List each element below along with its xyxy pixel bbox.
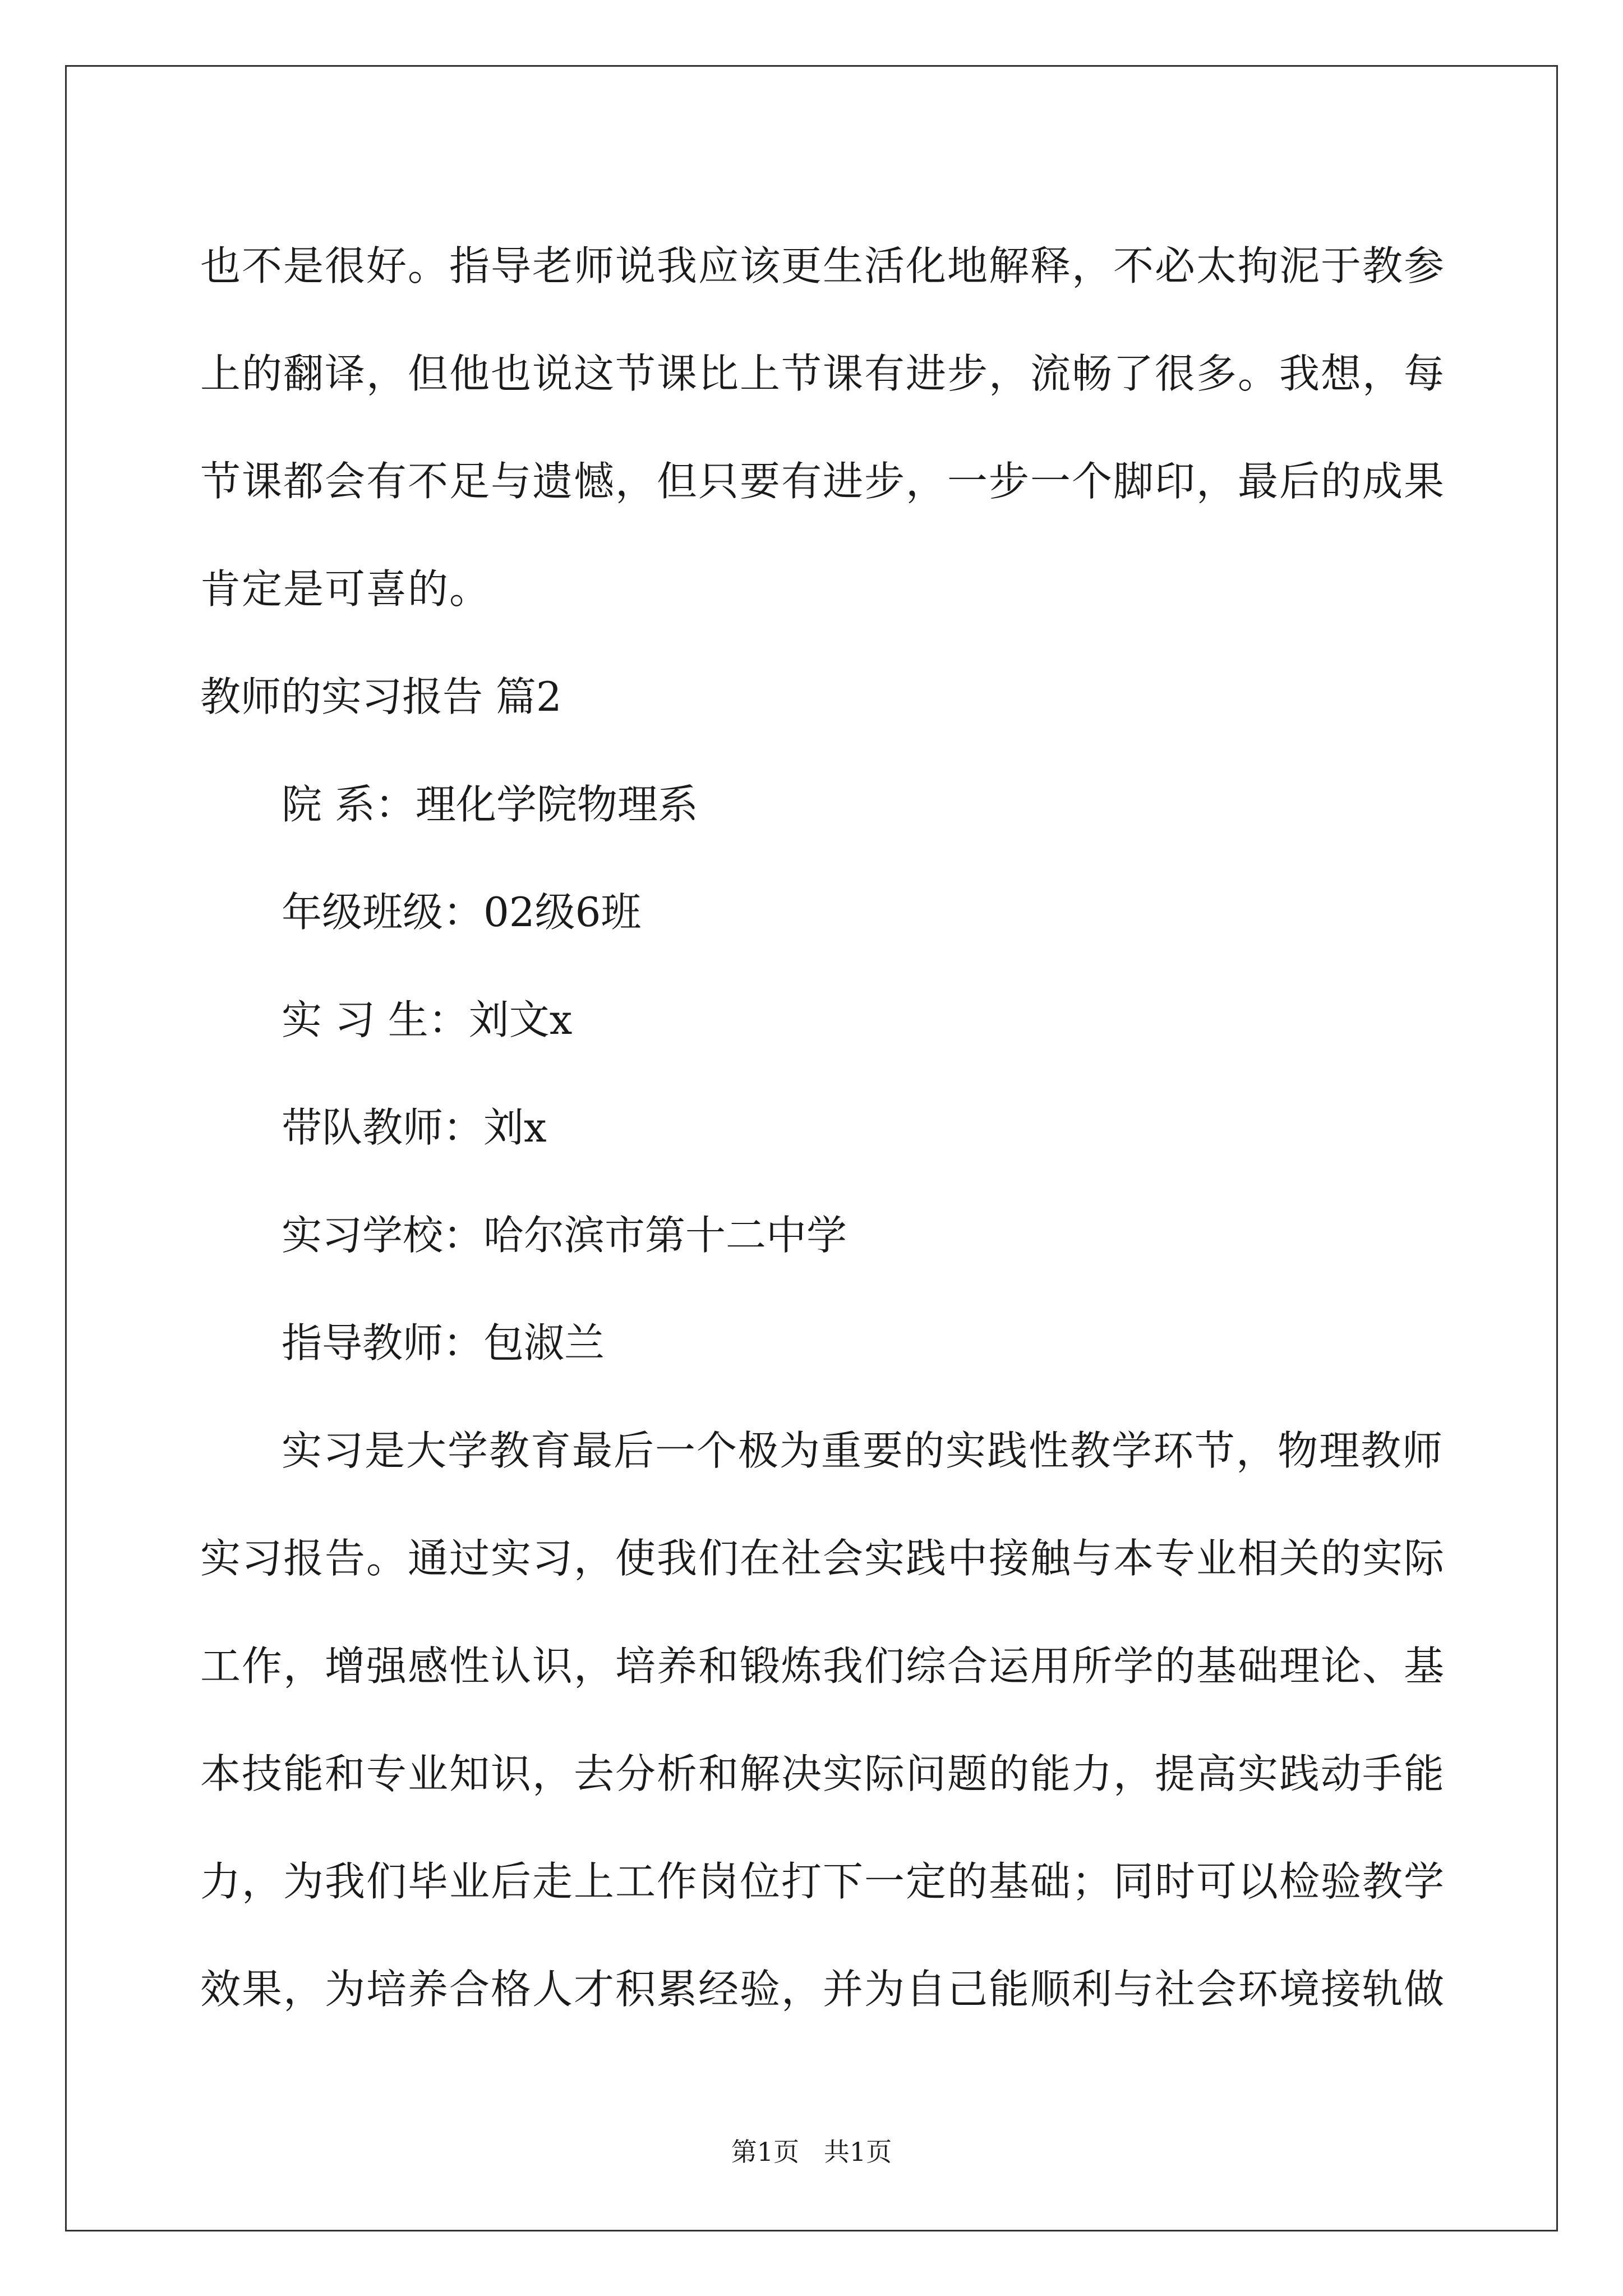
text-line: 力，为我们毕业后走上工作岗位打下一定的基础；同时可以检验教学 [200,1858,1446,1905]
page-footer: 第1页 共1页 [731,2137,892,2167]
paragraph-internship-intro [200,1397,1446,2043]
info-student: 实 习 生：刘文x [282,996,573,1043]
text-line: 也不是很好。指导老师说我应该更生活化地解释，不必太拘泥于教参 [200,242,1446,289]
info-school: 实习学校：哈尔滨市第十二中学 [282,1212,847,1259]
text-line: 效果，为培养合格人才积累经验，并为自己能顺利与社会环境接轨做 [200,1966,1446,2013]
text-line: 节课都会有不足与遗憾，但只要有进步，一步一个脚印，最后的成果 [200,458,1446,505]
text-line: 工作，增强感性认识，培养和锻炼我们综合运用所学的基础理论、基 [200,1642,1446,1690]
info-class: 年级班级：02级6班 [282,889,642,936]
text-line: 实习报告。通过实习，使我们在社会实践中接触与本专业相关的实际 [200,1535,1446,1582]
text-line: 肯定是可喜的。 [200,565,491,613]
text-line: 本技能和专业知识，去分析和解决实际问题的能力，提高实践动手能 [200,1750,1446,1797]
info-advisor: 指导教师：包淑兰 [282,1319,605,1366]
document-body [200,212,1446,2043]
text-line: 实习是大学教育最后一个极为重要的实践性教学环节，物理教师 [282,1427,1444,1474]
section-heading: 教师的实习报告 篇2 [200,673,562,720]
info-team-teacher: 带队教师：刘x [282,1104,547,1151]
text-line: 上的翻译，但他也说这节课比上节课有进步，流畅了很多。我想，每 [200,350,1446,397]
info-department: 院 系：理化学院物理系 [282,781,698,828]
paragraph-continuation [200,212,1446,643]
